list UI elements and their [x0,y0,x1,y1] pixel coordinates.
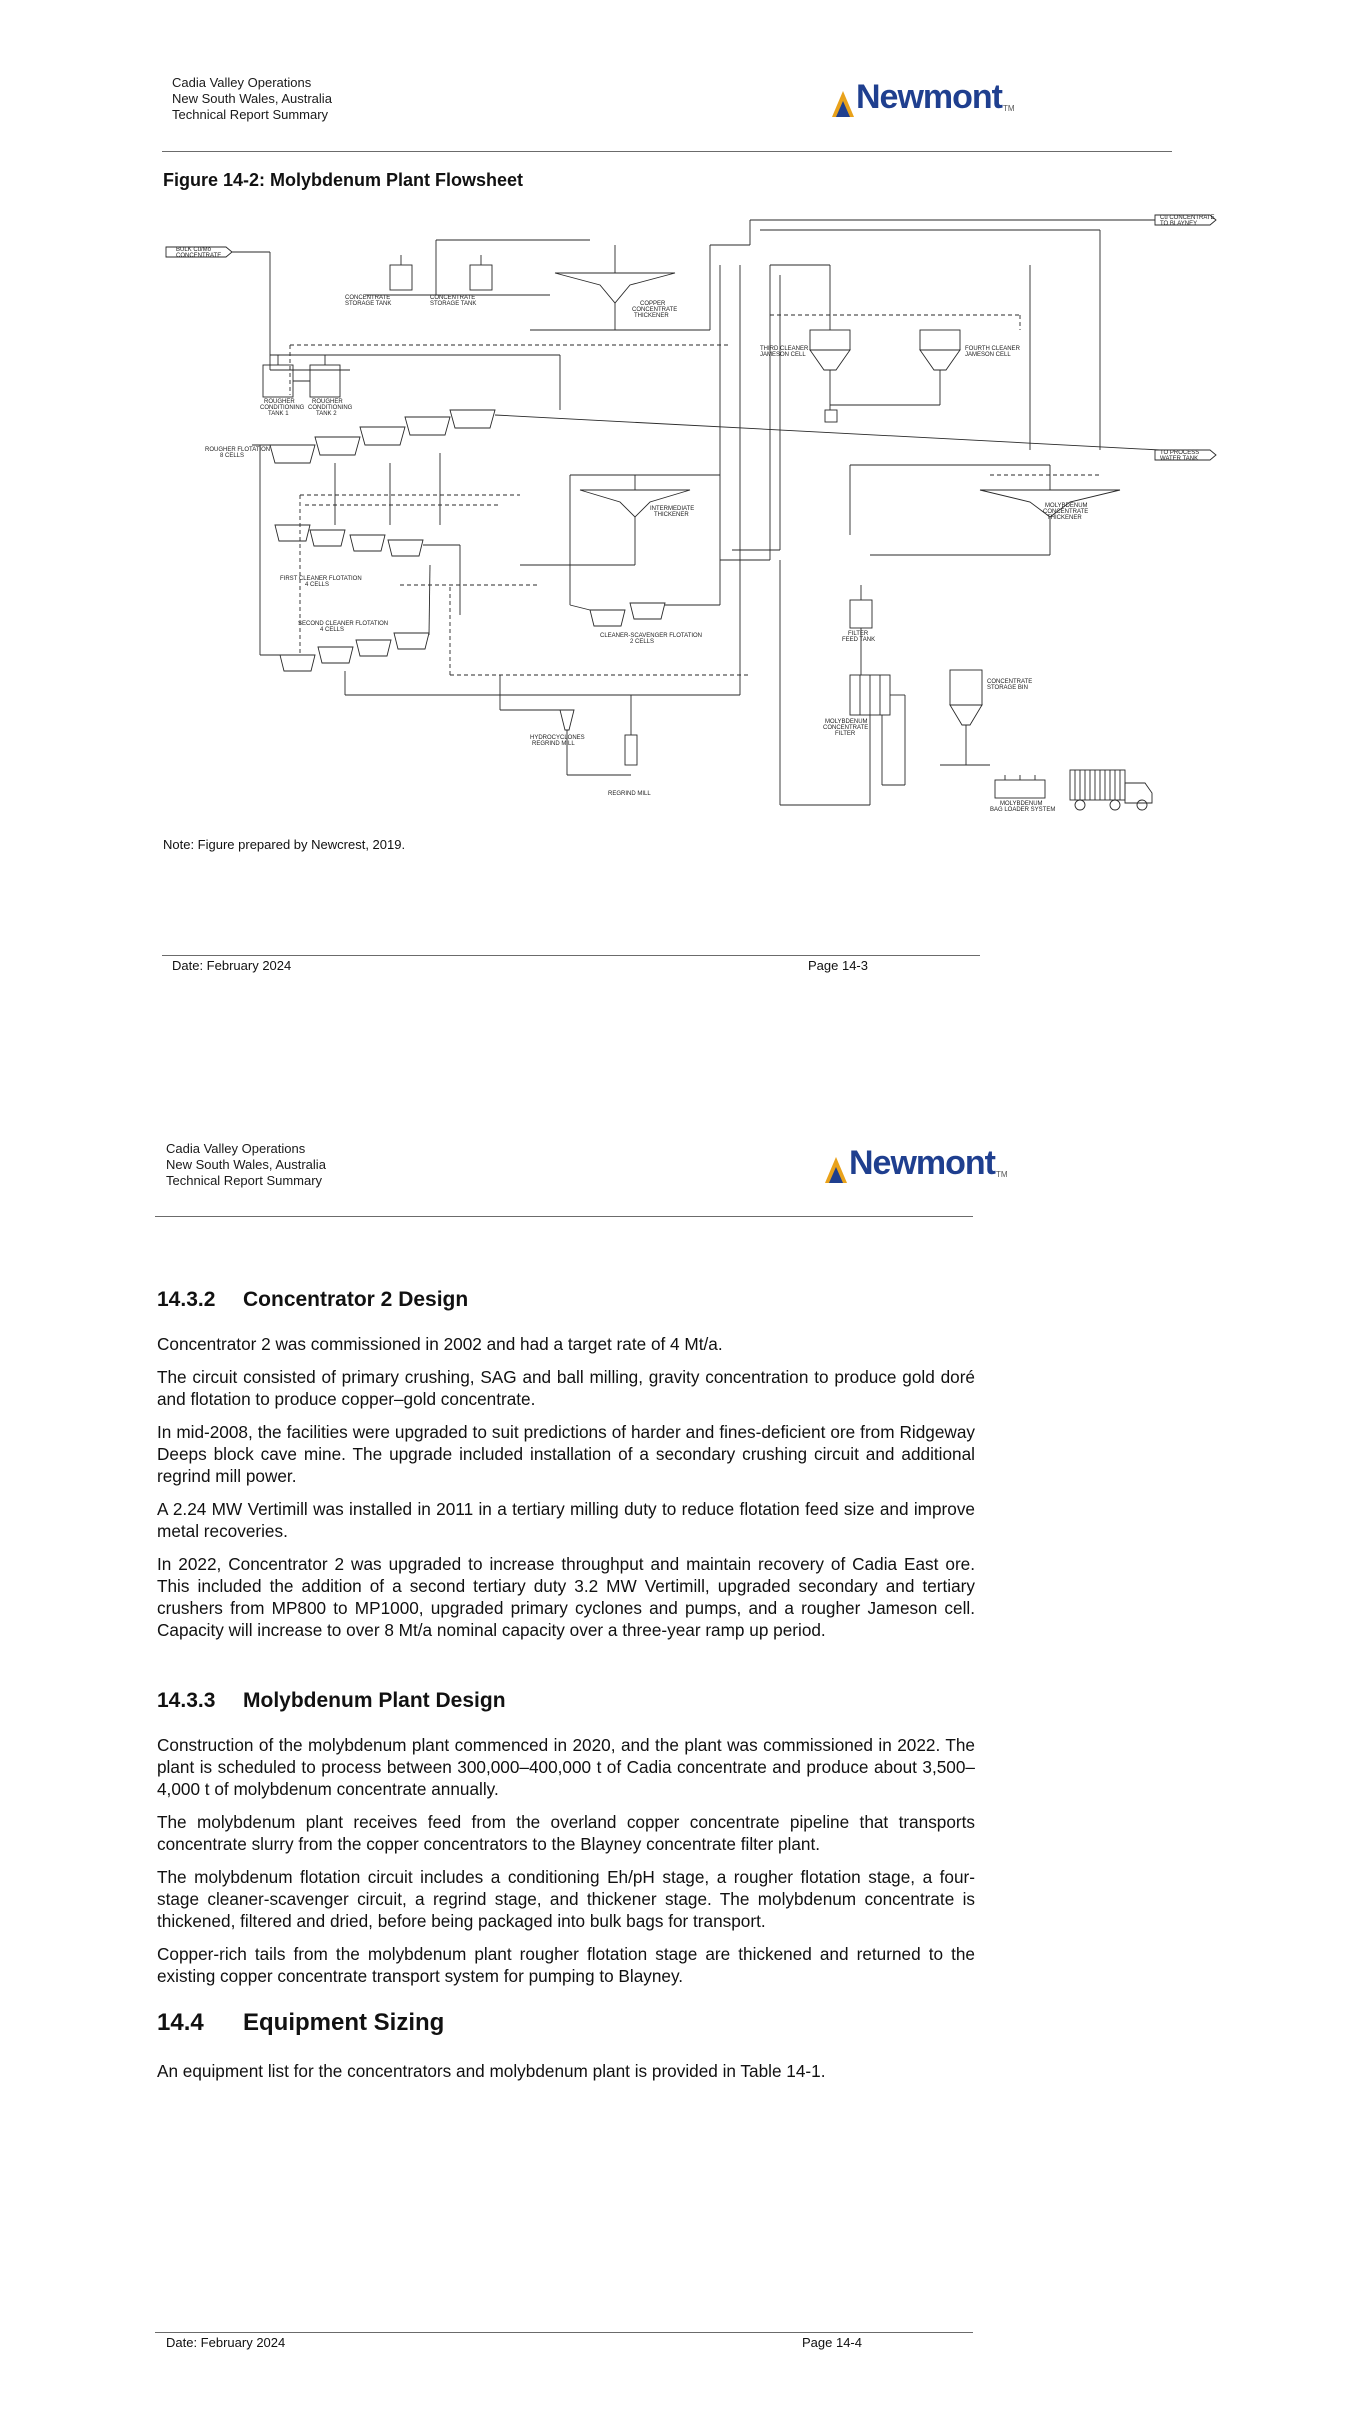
first-cleaner-flotation-cells [275,525,423,556]
label-regrind-mill: REGRIND MILL [608,791,651,797]
label-cst2-b: STORAGE TANK [430,301,477,307]
logo-trademark: TM [1003,104,1015,113]
page2-header-left [166,1141,326,1189]
label-cst2-a: CONCENTRATE [430,295,476,301]
label-rougher-flot-2: 8 CELLS [220,453,245,459]
s1432-p5: In 2022, Concentrator 2 was upgraded to increase throughput and maintain recovery of Cadia East ore. This included the addition of a second tertiary duty 3.2 MW Vertimill, upgraded secondary and tertiary crushers from MP800 to MP1000, upgraded primary cyclones and pumps, and a rougher Jameson cell. Capacity will increase to over 8 Mt/a nominal capacity over a three-year ramp up period. [157,1554,975,1640]
label-int-thick-2: THICKENER [654,512,689,518]
rougher-flotation-cells [270,410,495,463]
label-rct2-3: TANK 2 [316,411,337,417]
label-rougher-flot-1: ROUGHER FLOTATION [205,447,271,453]
s1433-p3: The molybdenum flotation circuit includes a conditioning Eh/pH stage, a rougher flotation stage, a four-stage cleaner-scavenger circuit, a regrind stage, and thickener stage. The molybdenum concentrate is thickened, filtered and dried, before being packaged into bulk bags for transport. [157,1867,975,1931]
page2-footer-date: Date: February 2024 [166,2335,286,2350]
section-number: 14.3.3 [157,1689,216,1712]
label-to-process-2: WATER TANK [1160,456,1199,462]
label-to-process-1: TO PROCESS [1160,450,1200,456]
section-title: Molybdenum Plant Design [243,1689,506,1712]
label-first-cleaner-1: FIRST CLEANER FLOTATION [280,576,362,582]
label-bag-loader-1: MOLYBDENUM [1000,801,1043,807]
label-bin-1: CONCENTRATE [987,679,1033,685]
section-1433-heading [157,1689,506,1713]
label-cu-out-2: TO BLAYNEY [1160,221,1198,227]
label-fourth-cleaner-2: JAMESON CELL [965,352,1011,358]
figure-title: Figure 14-2: Molybdenum Plant Flowsheet [163,170,524,190]
label-rct2-2: CONDITIONING [308,405,353,411]
label-third-cleaner-2: JAMESON CELL [760,352,806,358]
section-number: 14.4 [157,2009,204,2036]
label-rct1-2: CONDITIONING [260,405,305,411]
logo-wordmark: Newmont [849,1144,995,1182]
label-rct1-1: ROUGHER [264,399,295,405]
label-first-cleaner-2: 4 CELLS [305,582,330,588]
header-line-3: Technical Report Summary [172,107,329,122]
label-cleaner-scav-1: CLEANER-SCAVENGER FLOTATION [600,633,703,639]
label-fourth-cleaner-1: FOURTH CLEANER [965,346,1020,352]
s1433-p4: Copper-rich tails from the molybdenum plant rougher flotation stage are thickened and returned to the existing copper concentrate transport system for pumping to Blayney. [157,1944,975,1986]
conc-storage-tank-2 [470,265,492,290]
header-line-2: New South Wales, Australia [172,91,332,106]
figure-note: Note: Figure prepared by Newcrest, 2019. [163,837,406,852]
page1-newmont-logo [832,78,1015,117]
page2-footer-page: Page 14-4 [802,2335,862,2350]
header-line-3: Technical Report Summary [166,1173,323,1188]
label-rct2-1: ROUGHER [312,399,343,405]
fourth-cleaner-jameson-cell [920,330,960,350]
header-line-1: Cadia Valley Operations [172,75,312,90]
label-cyclones-1: HYDROCYCLONES [530,735,585,741]
label-cst1-a: CONCENTRATE [345,295,391,301]
second-cleaner-flotation-cells [280,633,429,671]
label-moly-filter-1: MOLYBDENUM [825,719,868,725]
section-144-heading [157,2009,444,2037]
label-int-thick-1: INTERMEDIATE [650,506,695,512]
label-cu-thick-1: COPPER [640,301,666,307]
logo-wordmark: Newmont [856,78,1002,116]
cleaner-scavenger-cells [590,603,665,626]
regrind-hydrocyclones [560,710,574,730]
label-cu-thick-3: THICKENER [634,313,669,319]
logo-trademark: TM [996,1170,1008,1179]
section-title: Equipment Sizing [243,2009,445,2036]
label-moly-filter-3: FILTER [835,731,856,737]
section-number: 14.3.2 [157,1288,216,1311]
s1433-p1: Construction of the molybdenum plant commenced in 2020, and the plant was commissioned in 2022. The plant is scheduled to process between 300,000–400,000 t of Cadia concentrate and produce about 3,500–4,000 t of molybdenum concentrate annually. [157,1735,975,1799]
label-bin-2: STORAGE BIN [987,685,1028,691]
s1432-p1: Concentrator 2 was commissioned in 2002 and had a target rate of 4 Mt/a. [157,1334,723,1354]
label-moly-thick-2: CONCENTRATE [1043,509,1089,515]
molybdenum-plant-flowsheet [160,205,1225,825]
page2-header-rule [155,1216,973,1217]
concentrate-storage-bin [950,670,982,705]
label-moly-thick-1: MOLYBDENUM [1045,503,1088,509]
s1433-p2: The molybdenum plant receives feed from the overland copper concentrate pipeline that transports concentrate slurry from the copper concentrators to the Blayney concentrate filter plant. [157,1812,975,1854]
s1432-p2: The circuit consisted of primary crushing, SAG and ball milling, gravity concentration to produce gold doré and flotation to produce copper–gold concentrate. [157,1367,975,1409]
label-cyclones-2: REGRIND MILL [532,741,575,747]
third-cleaner-jameson-cell [810,330,850,350]
page1-footer-date: Date: February 2024 [172,958,292,973]
label-bulk-2: CONCENTRATE [176,253,222,259]
header-line-2: New South Wales, Australia [166,1157,326,1172]
label-bulk-1: BULK Cu/Mo [176,247,212,253]
label-rct1-3: TANK 1 [268,411,289,417]
label-moly-filter-2: CONCENTRATE [823,725,869,731]
page2-footer-rule [155,2332,973,2333]
header-line-1: Cadia Valley Operations [166,1141,306,1156]
section-title: Concentrator 2 Design [243,1288,469,1311]
bag-loader-system [995,780,1045,798]
conc-storage-tank-1 [390,265,412,290]
filter-feed-tank [850,600,872,628]
label-filter-feed-2: FEED TANK [842,637,876,643]
page1-footer-rule [162,955,980,956]
s1432-p4: A 2.24 MW Vertimill was installed in 2011 in a tertiary milling duty to reduce flotation feed size and improve metal recoveries. [157,1499,975,1541]
label-moly-thick-3: THICKENER [1047,515,1082,521]
label-cst1-b: STORAGE TANK [345,301,392,307]
section-1432-heading [157,1288,468,1312]
label-cu-thick-2: CONCENTRATE [632,307,678,313]
page1-header-rule [162,151,1172,152]
label-cu-out-1: Cu CONCENTRATE [1160,215,1215,221]
transport-truck-icon [1070,770,1152,810]
s1432-p3: In mid-2008, the facilities were upgraded to suit predictions of harder and fines-deficient ore from Ridgeway Deeps block cave mine. The upgrade included installation of a secondary crushing circuit and additional regrind mill power. [157,1422,975,1486]
page1-header-left [172,75,332,123]
page2-newmont-logo [825,1144,1008,1183]
newmont-logo-icon [825,1157,847,1183]
label-third-cleaner-1: THIRD CLEANER [760,346,809,352]
copper-concentrate-thickener [555,273,675,303]
label-filter-feed-1: FILTER [848,631,869,637]
regrind-mill [625,735,637,765]
s144-p1: An equipment list for the concentrators and molybdenum plant is provided in Table 14-1. [157,2061,826,2081]
page1-footer-page: Page 14-3 [808,958,868,973]
label-bag-loader-2: BAG LOADER SYSTEM [990,807,1056,813]
label-cleaner-scav-2: 2 CELLS [630,639,655,645]
label-second-cleaner-1: SECOND CLEANER FLOTATION [298,621,389,627]
newmont-logo-icon [832,91,854,117]
label-second-cleaner-2: 4 CELLS [320,627,345,633]
